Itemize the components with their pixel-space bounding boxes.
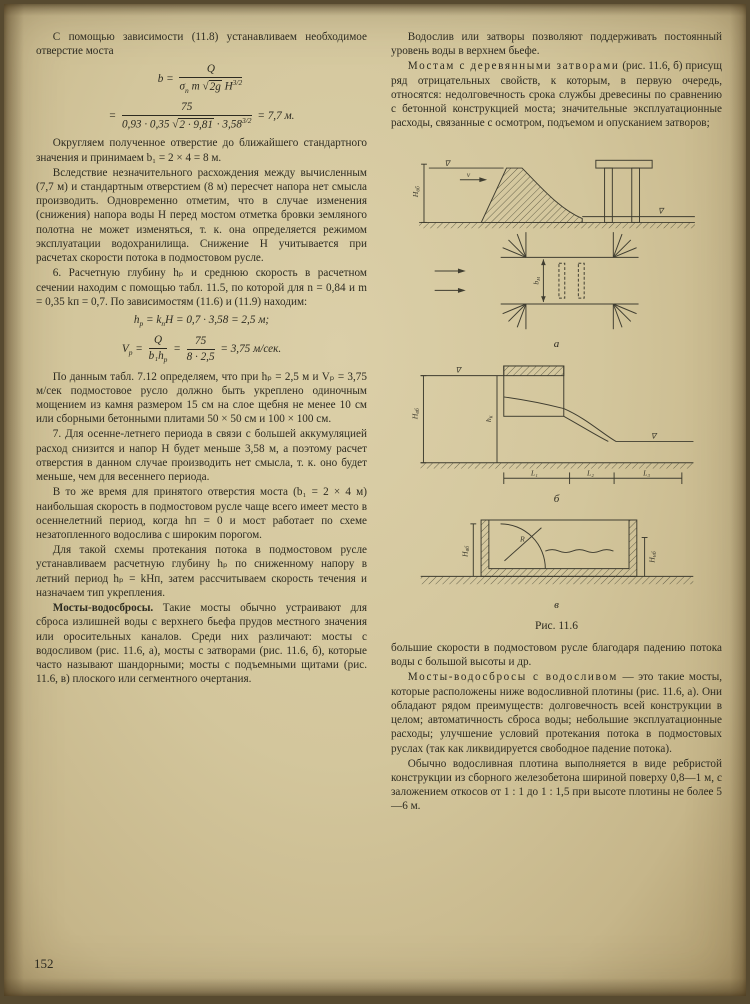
- page-number: 152: [34, 956, 54, 971]
- depth-dim-label: hк: [483, 415, 495, 422]
- paragraph: С помощью зависимости (11.8) устанавливаем необходимое отверстие моста: [36, 31, 367, 58]
- run: Такие мосты обычно устраивают для сброса излишней воды с верхнего бьефа прудов местного значения или оросительных каналов. Среди них различают: мосты с водосливом (рис. 11.6, а), мосты с затворами (рис. 11.6, б), которые часто называют шандорными; мосты с подъемными щитами (рис. 11.6, в) плоского или сегментного очертания.: [36, 602, 367, 686]
- paragraph: большие скорости в подмостовом русле благодаря падению потока воды с большой высоты и др.: [391, 642, 722, 669]
- exponent: 3/2: [241, 115, 252, 125]
- run-spaced: Мосты-водосбросы с водосливом: [407, 671, 618, 684]
- figure-sublabel-v: в: [554, 599, 559, 612]
- figure-sublabel-b: б: [553, 492, 560, 505]
- fraction: [146, 334, 171, 365]
- paragraph: В то же время для принятого отверстия моста (b₁ = 2 × 4 м) наибольшая скорость в подмостовом русле чаще всего имеет место в осеннелетний период, когда hп = 0 и мост работает по схеме незатопленного водослива с широким порогом.: [36, 486, 367, 542]
- headwater-dim-label: Hвб: [410, 407, 421, 419]
- two-column-layout: [4, 4, 746, 815]
- equals: =: [132, 342, 146, 355]
- headwater-dim-label: Hвб: [410, 185, 422, 197]
- paragraph: 6. Расчетную глубину hₚ и среднюю скорость в расчетном сечении находим с помощью табл. 11.5, по которой для n = 0,84 и m = 0,35 kп = 0,7. По зависимостям (11.6) и (11.9) находим:: [36, 267, 367, 308]
- H-value: · 3,58: [213, 118, 242, 131]
- V-sub: р: [128, 348, 133, 358]
- run-bold: Мосты-водосбросы.: [52, 602, 154, 615]
- left-column: [36, 30, 367, 815]
- m-coef: m: [188, 81, 203, 94]
- k-sub: п: [161, 319, 166, 329]
- formula-depth: [36, 314, 367, 329]
- paragraph: Обычно водосливная плотина выполняется в виде ребристой конструкции из сборного железобетона шириной поверху 0,8—1 м, с заложением откосов от 1 : 1 до 1 : 1,5 при высоте плотины не более 5—6 м.: [391, 757, 722, 813]
- paragraph: Для такой схемы протекания потока в подмостовом русле устанавливаем расчетную глубину hₚ по сниженному напору в летний период hₚ = kHп, затем рассчитываем скорость течения и назначаем тип укрепления.: [36, 544, 367, 599]
- fraction: [119, 101, 255, 131]
- numerator: 75: [187, 335, 215, 350]
- formula-lhs: b =: [157, 73, 174, 86]
- sigma: σ: [179, 81, 186, 94]
- denominator: [122, 116, 252, 132]
- paragraph: 7. Для осенне-летнего периода в связи с большей аккумуляцией расход снизится и напор Н будет меньше 3,58 м, а поэтому расчет отверстия в данном случае производить нет смысла, т. к. оно будет меньше, чем для весеннего периода.: [36, 428, 367, 484]
- radical: [172, 118, 214, 131]
- figure-caption: Рис. 11.6: [534, 620, 579, 633]
- water-level-mark: ∇: [650, 431, 656, 441]
- figure-11-6-a-diagram: [411, 137, 703, 337]
- numerator: 75: [122, 101, 252, 116]
- numerator: Q: [149, 334, 168, 349]
- numerator: Q: [179, 63, 242, 78]
- right-column: [391, 30, 722, 815]
- paragraph: [36, 601, 367, 686]
- k-var: = k: [143, 314, 162, 327]
- V-var: V: [121, 342, 129, 355]
- figure-11-6: [391, 137, 722, 635]
- run-spaced: Мостам с деревянными затворами: [407, 60, 620, 73]
- formula-velocity: [36, 334, 367, 365]
- h-sub: р: [139, 319, 144, 329]
- figure-sublabel-a: а: [553, 337, 560, 350]
- paragraph: Вследствие незначительного расхождения между вычисленным (7,7 м) и стандартным отверстием (8 м) пересчет напора нет смысла производить. Одновременно отметим, что в случае изменения (снижения) напора воды Н перед мостом отметка бровки земляного полотна не может изменяться, т. к. она определяется режимом эксплуатации водохранилища. Снижение Н учитывается при расчетах скорости потока в подмостовом русле.: [36, 166, 367, 265]
- figure-11-6-v-diagram: [411, 512, 703, 598]
- value: H = 0,7 · 3,58 = 2,5 м;: [165, 314, 270, 327]
- result: = 7,7 м.: [257, 109, 295, 122]
- coefs: 0,93 · 0,35: [121, 118, 173, 131]
- run: (рис. 11.6, б) присущ ряд отрицательных свойств, к которым, в первую очередь, относятся: недолговечность срока службы древесины по сравнению с бетонной конструкцией моста; значительные эксплуатационные расходы, связанные с осмотром, подъемом и опусканием затворов;: [391, 60, 722, 130]
- den-vars: b₁h: [148, 349, 164, 362]
- run: — это такие мосты, которые расположены ниже водосливной плотины (рис. 11.6, а). Они обладают рядом преимуществ: долговечность всей конструкции в целом; автоматичность сброса воды; небольшие эксплуатационные расходы; улучшение условий протекания потока в подмостовых руслах (так как ликвидируется свободное падение потока).: [391, 671, 723, 755]
- velocity-label: v: [466, 169, 470, 179]
- den-sub: р: [163, 354, 168, 364]
- span-L2-label: L₂: [586, 467, 594, 477]
- denominator: 8 · 2,5: [186, 350, 215, 363]
- paragraph: [391, 59, 722, 130]
- channel-width-label: bм: [531, 276, 542, 285]
- fraction: [176, 63, 245, 95]
- fraction: [184, 335, 218, 364]
- denominator: [179, 78, 242, 96]
- radicand: 2 · 9,81: [179, 118, 213, 131]
- paragraph: Округляем полученное отверстие до ближайшего стандартного значения и принимаем b₁ = 2 × 4 = 8 м.: [36, 137, 367, 164]
- exponent: 3/2: [232, 78, 243, 88]
- water-level-mark: ∇: [454, 365, 461, 375]
- result: = 3,75 м/сек.: [217, 342, 282, 355]
- tailwater-dim-label: Hнб: [646, 551, 658, 564]
- gate-radius-label: R: [519, 534, 525, 544]
- paragraph: По данным табл. 7.12 определяем, что при hₚ = 2,5 м и Vₚ = 3,75 м/сек подмостовое русло должно быть укреплено одиночным мощением из камня размером 15 см на слое щебня не менее 10 см или сборными бетонными плитами 50 × 50 см и 100 × 100 см.: [36, 370, 367, 426]
- formula-bridge-opening: [36, 63, 367, 95]
- paragraph: Водослив или затворы позволяют поддерживать постоянный уровень воды в верхнем бьефе.: [391, 31, 722, 58]
- radical-sign: √: [202, 81, 209, 94]
- equals: =: [170, 342, 184, 355]
- span-L3-label: L₃: [642, 467, 650, 477]
- h-var: h: [133, 314, 140, 327]
- span-L1-label: L₁: [530, 467, 538, 477]
- sigma-sub: п: [185, 86, 189, 96]
- water-level-mark: ∇: [657, 206, 663, 216]
- radicand: 2g: [209, 81, 221, 94]
- H-var: H: [221, 81, 233, 94]
- radical: [202, 80, 221, 93]
- paragraph: [391, 670, 722, 755]
- formula-bridge-opening-numeric: [36, 101, 367, 131]
- water-level-mark: ∇: [443, 158, 450, 168]
- book-page: [4, 4, 746, 996]
- equals: =: [108, 109, 117, 122]
- figure-11-6-b-diagram: [407, 358, 707, 492]
- headwater-dim-label: Hвб: [459, 546, 471, 558]
- radical-sign: √: [172, 118, 179, 131]
- denominator: [149, 349, 168, 365]
